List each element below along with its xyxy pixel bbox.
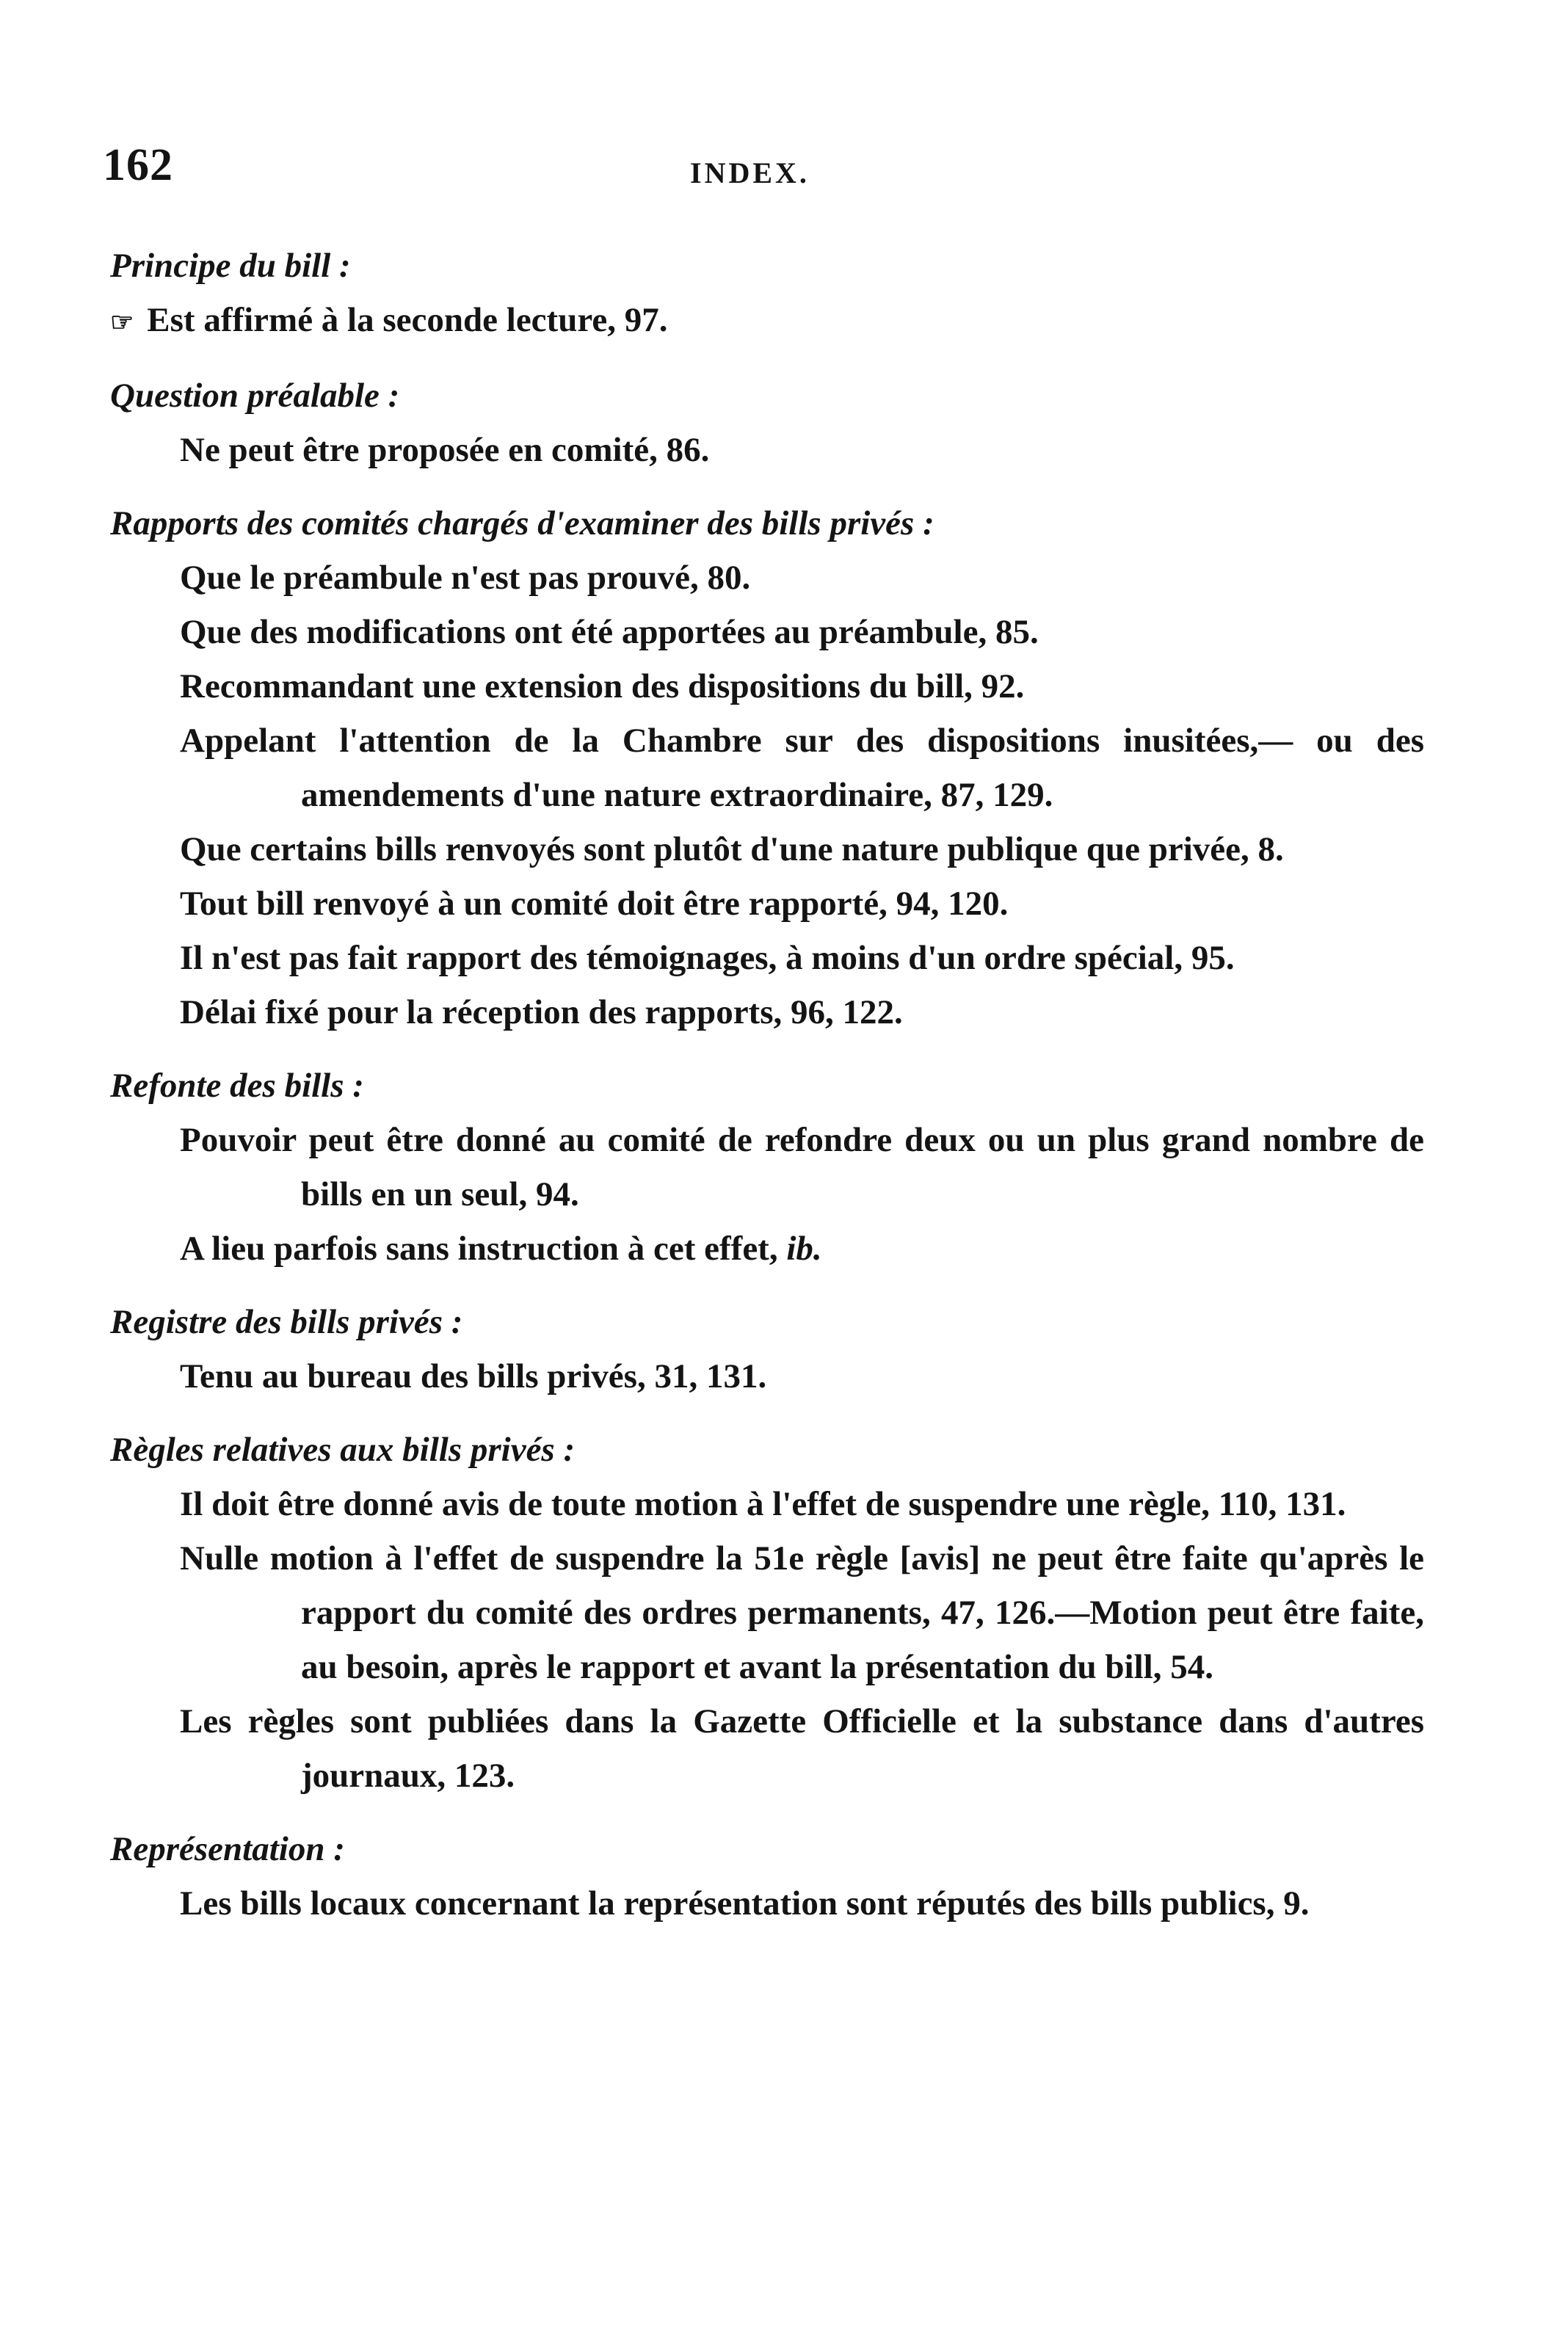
index-section-question [0,369,1568,477]
index-entry: Tout bill renvoyé à un comité doit être rapporté, 94, 120. [180,885,1009,923]
index-entry: Les bills locaux concernant la représentation sont réputés des bills publics, 9. [180,1884,1310,1923]
index-section-representation [0,1822,1568,1931]
index-entry: Nulle motion à l'effet de suspendre la 51e règle [avis] ne peut être faite qu'après le rapport du comité des ordres permanents, 47, 126.—Motion peut être faite, au besoin, après le rapport et avant la présentation du bill, 54. [180,1539,1424,1686]
section-heading: Principe du bill : [110,247,351,285]
index-entry: Il n'est pas fait rapport des témoignages, à moins d'un ordre spécial, 95. [180,939,1235,977]
pointing-hand-icon: ☞ [110,308,134,337]
index-entry: Recommandant une extension des dispositions du bill, 92. [180,667,1025,705]
index-section-registre [0,1295,1568,1404]
section-heading: Règles relatives aux bills privés : [110,1431,576,1469]
index-section-rapports [0,496,1568,1039]
index-section-regles [0,1423,1568,1803]
index-entry: Tenu au bureau des bills privés, 31, 131. [180,1357,767,1395]
page-number: 162 [103,140,173,190]
index-entry [180,1221,1424,1276]
index-entry: Délai fixé pour la réception des rapports, 96, 122. [180,993,903,1031]
section-heading: Question préalable : [110,377,400,415]
index-entry: Ne peut être proposée en comité, 86. [180,431,710,469]
index-entry: Que des modifications ont été apportées au préambule, 85. [180,613,1039,651]
entry-reference: ib. [777,1230,822,1268]
index-entry: Appelant l'attention de la Chambre sur des dispositions inusitées,— ou des amendements d'une nature extraordinaire, 87, 129. [180,722,1424,814]
running-head: INDEX. [690,156,810,189]
entry-text: Est affirmé à la seconde lecture, 97. [147,301,668,339]
section-heading: Rapports des comités chargés d'examiner des bills privés : [110,504,934,542]
index-entry: Il doit être donné avis de toute motion à l'effet de suspendre une règle, 110, 131. [180,1485,1346,1523]
index-entry [110,293,1424,349]
index-content [0,239,1568,1950]
index-entry: Les règles sont publiées dans la Gazette Officielle et la substance dans d'autres journaux, 123. [180,1702,1424,1795]
section-heading: Représentation : [110,1830,345,1868]
entry-text: A lieu parfois sans instruction à cet effet, [180,1230,778,1268]
index-entry: Que le préambule n'est pas prouvé, 80. [180,559,751,597]
index-section-refonte [0,1059,1568,1276]
section-heading: Refonte des bills : [110,1067,364,1105]
index-entry: Que certains bills renvoyés sont plutôt d'une nature publique que privée, 8. [180,830,1284,868]
index-entry: Pouvoir peut être donné au comité de refondre deux ou un plus grand nombre de bills en un seul, 94. [180,1121,1424,1213]
page-header [103,139,1424,206]
section-heading: Registre des bills privés : [110,1303,463,1341]
index-section-principe [0,239,1568,349]
